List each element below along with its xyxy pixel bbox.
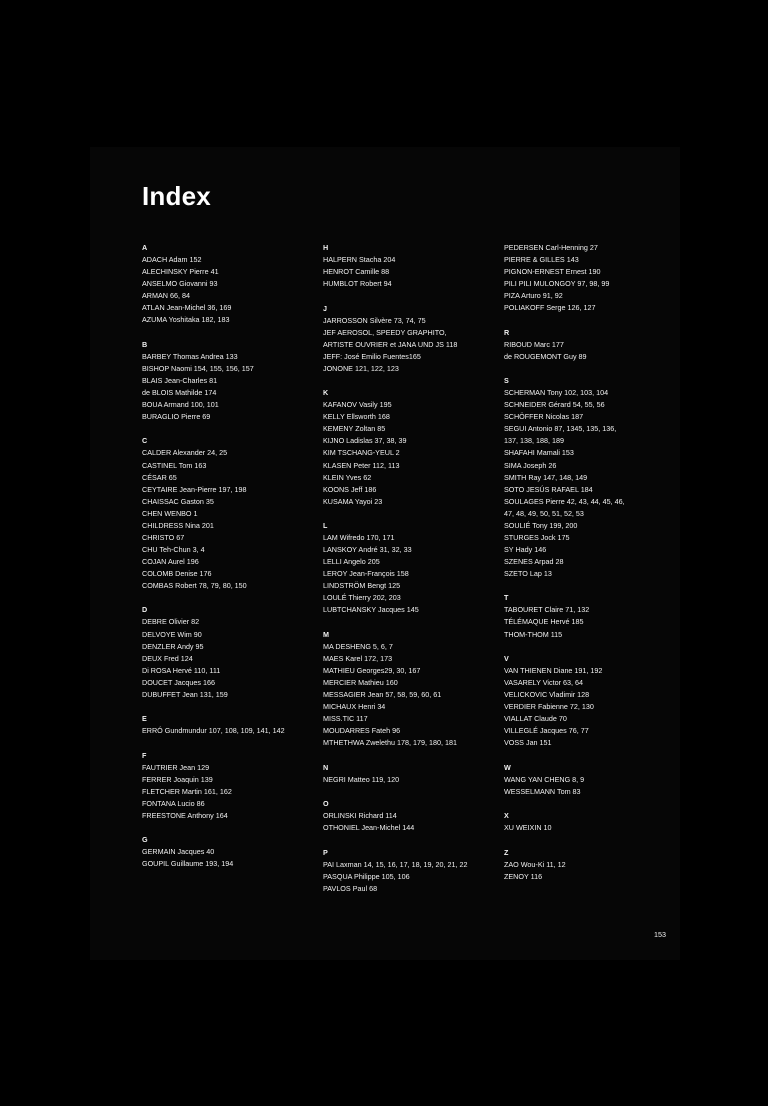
index-section bbox=[142, 713, 320, 737]
index-section bbox=[323, 520, 501, 616]
index-entry: KOONS Jeff 186 bbox=[323, 484, 377, 494]
section-letter: E bbox=[142, 714, 147, 724]
index-entry: SZETO Lap 13 bbox=[504, 568, 552, 578]
index-entry: VAN THIENEN Diane 191, 192 bbox=[504, 666, 603, 676]
index-column-2 bbox=[323, 242, 501, 907]
section-letter: O bbox=[323, 799, 329, 809]
index-entry: LELLI Angelo 205 bbox=[323, 557, 380, 567]
index-entry: XU WEIXIN 10 bbox=[504, 823, 552, 833]
section-letter: D bbox=[142, 605, 148, 615]
index-entry: MAES Karel 172, 173 bbox=[323, 653, 393, 663]
index-section bbox=[142, 750, 320, 822]
index-section bbox=[323, 798, 501, 834]
index-entry: BLAIS Jean-Charles 81 bbox=[142, 375, 218, 385]
index-entry: ORLINSKI Richard 114 bbox=[323, 811, 397, 821]
index-section bbox=[323, 303, 501, 375]
index-entry: KUSAMA Yayoi 23 bbox=[323, 496, 383, 506]
index-entry: CHRISTO 67 bbox=[142, 532, 185, 542]
index-entry: KIM TSCHANG-YEUL 2 bbox=[323, 448, 400, 458]
index-entry: LEROY Jean-François 158 bbox=[323, 569, 409, 579]
index-section bbox=[504, 375, 682, 580]
index-entry: COLOMB Denise 176 bbox=[142, 568, 212, 578]
index-entry: HENROT Camille 88 bbox=[323, 267, 390, 277]
index-entry: MICHAUX Henri 34 bbox=[323, 702, 386, 712]
index-entry: CÉSAR 65 bbox=[142, 472, 177, 482]
section-letter: C bbox=[142, 436, 148, 446]
index-entry: VASARELY Victor 63, 64 bbox=[504, 678, 583, 688]
index-entry: ZENOY 116 bbox=[504, 871, 543, 881]
index-entry: JARROSSON Silvère 73, 74, 75 bbox=[323, 315, 426, 325]
index-entry: DUBUFFET Jean 131, 159 bbox=[142, 689, 228, 699]
index-entry: SCHNEIDER Gérard 54, 55, 56 bbox=[504, 400, 605, 410]
index-entry: CHU Teh-Chun 3, 4 bbox=[142, 544, 205, 554]
page-number: 153 bbox=[654, 930, 666, 939]
index-section bbox=[323, 242, 501, 290]
index-entry: PIZA Arturo 91, 92 bbox=[504, 291, 563, 301]
index-entry: Di ROSA Hervé 110, 111 bbox=[142, 665, 221, 675]
index-section bbox=[504, 592, 682, 640]
section-letter: F bbox=[142, 750, 147, 760]
index-entry: GOUPIL Guillaume 193, 194 bbox=[142, 859, 234, 869]
index-entry: FONTANA Lucio 86 bbox=[142, 798, 205, 808]
index-entry: FERRER Joaquin 139 bbox=[142, 774, 213, 784]
index-entry: STURGES Jock 175 bbox=[504, 532, 570, 542]
index-entry: ARTISTE OUVRIER et JANA UND JS 118 bbox=[323, 339, 458, 349]
section-letter: N bbox=[323, 762, 329, 772]
index-entry: PEDERSEN Carl-Henning 27 bbox=[504, 243, 598, 252]
index-section bbox=[323, 762, 501, 786]
index-entry: CHAISSAC Gaston 35 bbox=[142, 496, 214, 506]
index-entry: LAM Wifredo 170, 171 bbox=[323, 533, 395, 543]
index-entry: COJAN Aurel 196 bbox=[142, 556, 199, 566]
index-entry: ATLAN Jean-Michel 36, 169 bbox=[142, 303, 232, 313]
index-entry: POLIAKOFF Serge 126, 127 bbox=[504, 303, 596, 313]
index-entry: HALPERN Stacha 204 bbox=[323, 255, 396, 265]
index-entry: ARMAN 66, 84 bbox=[142, 291, 190, 301]
index-entry: SEGUI Antonio 87, 1345, 135, 136, bbox=[504, 424, 617, 434]
index-entry: DEBRE Olivier 82 bbox=[142, 617, 200, 627]
index-entry: CEYTAIRE Jean-Pierre 197, 198 bbox=[142, 484, 247, 494]
index-entry: TÉLÉMAQUE Hervé 185 bbox=[504, 617, 584, 627]
index-entry: KEMENY Zoltan 85 bbox=[323, 424, 386, 434]
index-entry: LOULÉ Thierry 202, 203 bbox=[323, 593, 401, 603]
index-entry: SZENES Arpad 28 bbox=[504, 556, 564, 566]
index-entry: JONONE 121, 122, 123 bbox=[323, 363, 399, 373]
index-entry: BURAGLIO Pierre 69 bbox=[142, 412, 211, 421]
index-entry: de BLOIS Mathilde 174 bbox=[142, 387, 217, 397]
index-entry: VILLEGLÉ Jacques 76, 77 bbox=[504, 726, 589, 736]
index-entry: CHILDRESS Nina 201 bbox=[142, 520, 214, 530]
section-letter: J bbox=[323, 303, 327, 313]
index-entry: 47, 48, 49, 50, 51, 52, 53 bbox=[504, 508, 584, 518]
index-entry: KLASEN Peter 112, 113 bbox=[323, 460, 400, 470]
section-letter: R bbox=[504, 327, 510, 337]
index-entry: LANSKOY André 31, 32, 33 bbox=[323, 545, 412, 555]
index-entry: SCHÖFFER Nicolas 187 bbox=[504, 412, 584, 422]
index-section bbox=[142, 435, 320, 592]
index-entry: 137, 138, 188, 189 bbox=[504, 436, 564, 446]
index-entry: FLETCHER Martin 161, 162 bbox=[142, 786, 232, 796]
index-section bbox=[142, 339, 320, 423]
index-entry: de ROUGEMONT Guy 89 bbox=[504, 351, 587, 361]
index-page bbox=[90, 147, 680, 960]
index-entry: FREESTONE Anthony 164 bbox=[142, 810, 228, 820]
page-title: Index bbox=[142, 181, 211, 211]
index-entry: VOSS Jan 151 bbox=[504, 738, 552, 748]
index-entry: MA DESHENG 5, 6, 7 bbox=[323, 641, 393, 651]
index-entry: BOUA Armand 100, 101 bbox=[142, 399, 219, 409]
index-column-1 bbox=[142, 242, 320, 883]
index-entry: ERRÓ Gundmundur 107, 108, 109, 141, 142 bbox=[142, 726, 285, 736]
index-entry: KIJNO Ladislas 37, 38, 39 bbox=[323, 436, 407, 446]
section-letter: A bbox=[142, 243, 148, 252]
index-entry: CALDER Alexander 24, 25 bbox=[142, 448, 228, 458]
index-section bbox=[142, 242, 320, 326]
section-letter: T bbox=[504, 593, 509, 603]
index-entry: DOUCET Jacques 166 bbox=[142, 677, 215, 687]
index-entry: ALECHINSKY Pierre 41 bbox=[142, 267, 219, 277]
index-entry: SOTO JESÚS RAFAEL 184 bbox=[504, 484, 593, 494]
index-entry: BISHOP Naomi 154, 155, 156, 157 bbox=[142, 363, 254, 373]
index-entry: SCHERMAN Tony 102, 103, 104 bbox=[504, 388, 609, 398]
index-entry: KELLY Ellsworth 168 bbox=[323, 412, 390, 422]
index-entry: BARBEY Thomas Andrea 133 bbox=[142, 351, 238, 361]
index-entry: SIMA Joseph 26 bbox=[504, 460, 557, 470]
index-entry: CASTINEL Tom 163 bbox=[142, 460, 207, 470]
index-entry: KAFANOV Vasily 195 bbox=[323, 400, 392, 410]
index-entry: ANSELMO Giovanni 93 bbox=[142, 279, 218, 289]
index-section bbox=[504, 810, 682, 834]
index-entry: SOULIÉ Tony 199, 200 bbox=[504, 520, 578, 530]
index-entry: DENZLER Andy 95 bbox=[142, 641, 204, 651]
section-letter: W bbox=[504, 762, 511, 772]
index-entry: FAUTRIER Jean 129 bbox=[142, 762, 210, 772]
index-entry: MESSAGIER Jean 57, 58, 59, 60, 61 bbox=[323, 690, 442, 700]
index-section bbox=[323, 387, 501, 507]
index-entry: MOUDARRES Fateh 96 bbox=[323, 726, 401, 736]
index-entry: PASQUA Philippe 105, 106 bbox=[323, 871, 410, 881]
index-entry: SOULAGES Pierre 42, 43, 44, 45, 46, bbox=[504, 496, 625, 506]
index-entry: SY Hady 146 bbox=[504, 544, 547, 554]
section-letter: L bbox=[323, 521, 328, 531]
index-section bbox=[504, 847, 682, 883]
index-entry: HUMBLOT Robert 94 bbox=[323, 279, 392, 289]
index-entry: ADACH Adam 152 bbox=[142, 255, 202, 265]
index-section bbox=[323, 847, 501, 895]
index-section bbox=[504, 327, 682, 363]
index-section bbox=[142, 834, 320, 870]
index-entry: MISS.TIC 117 bbox=[323, 714, 368, 724]
index-entry: COMBAS Robert 78, 79, 80, 150 bbox=[142, 581, 247, 590]
index-section bbox=[142, 604, 320, 700]
index-entry: PAI Laxman 14, 15, 16, 17, 18, 19, 20, 21, 22 bbox=[323, 859, 468, 869]
index-section bbox=[504, 653, 682, 749]
index-entry: DEUX Fred 124 bbox=[142, 653, 193, 663]
section-letter: M bbox=[323, 629, 329, 639]
section-letter: H bbox=[323, 243, 329, 252]
index-entry: SHAFAHI Mamali 153 bbox=[504, 448, 574, 458]
index-entry: WESSELMANN Tom 83 bbox=[504, 786, 581, 796]
section-letter: P bbox=[323, 847, 328, 857]
section-letter: K bbox=[323, 388, 329, 398]
section-letter: B bbox=[142, 339, 148, 349]
index-section bbox=[323, 629, 501, 749]
index-entry: VERDIER Fabienne 72, 130 bbox=[504, 702, 594, 712]
index-entry: PAVLOS Paul 68 bbox=[323, 883, 378, 893]
index-entry: GERMAIN Jacques 40 bbox=[142, 847, 215, 857]
index-section bbox=[504, 242, 682, 314]
index-entry: LUBTCHANSKY Jacques 145 bbox=[323, 605, 419, 615]
index-entry: AZUMA Yoshitaka 182, 183 bbox=[142, 315, 230, 325]
section-letter: G bbox=[142, 835, 148, 845]
index-entry: LINDSTRÖM Bengt 125 bbox=[323, 581, 401, 591]
index-entry: JEF AEROSOL, SPEEDY GRAPHITO, bbox=[323, 327, 447, 337]
index-entry: DELVOYE Wim 90 bbox=[142, 629, 202, 639]
index-entry: RIBOUD Marc 177 bbox=[504, 339, 564, 349]
index-entry: PIERRE & GILLES 143 bbox=[504, 255, 579, 265]
index-entry: JEFF: José Emilio Fuentes165 bbox=[323, 351, 421, 361]
index-entry: MATHIEU Georges29, 30, 167 bbox=[323, 666, 421, 676]
index-entry: PILI PILI MULONGOY 97, 98, 99 bbox=[504, 279, 610, 289]
index-entry: TABOURET Claire 71, 132 bbox=[504, 605, 590, 615]
section-letter: S bbox=[504, 376, 509, 386]
index-entry: THOM-THOM 115 bbox=[504, 629, 563, 639]
index-entry: NEGRI Matteo 119, 120 bbox=[323, 774, 400, 784]
index-entry: PIGNON-ERNEST Ernest 190 bbox=[504, 267, 601, 277]
index-entry: VELICKOVIC Vladimir 128 bbox=[504, 690, 590, 700]
index-entry: OTHONIEL Jean-Michel 144 bbox=[323, 823, 415, 833]
index-entry: ZAO Wou-Ki 11, 12 bbox=[504, 859, 566, 869]
section-letter: V bbox=[504, 653, 509, 663]
index-entry: KLEIN Yves 62 bbox=[323, 472, 372, 482]
index-entry: WANG YAN CHENG 8, 9 bbox=[504, 774, 585, 784]
index-entry: CHEN WENBO 1 bbox=[142, 508, 198, 518]
index-entry: MTHETHWA Zwelethu 178, 179, 180, 181 bbox=[323, 738, 457, 748]
index-entry: MERCIER Mathieu 160 bbox=[323, 678, 398, 688]
index-entry: SMITH Ray 147, 148, 149 bbox=[504, 472, 588, 482]
index-section bbox=[504, 762, 682, 798]
section-letter: X bbox=[504, 811, 509, 821]
index-column-3 bbox=[504, 242, 682, 895]
index-entry: VIALLAT Claude 70 bbox=[504, 714, 567, 724]
section-letter: Z bbox=[504, 847, 509, 857]
